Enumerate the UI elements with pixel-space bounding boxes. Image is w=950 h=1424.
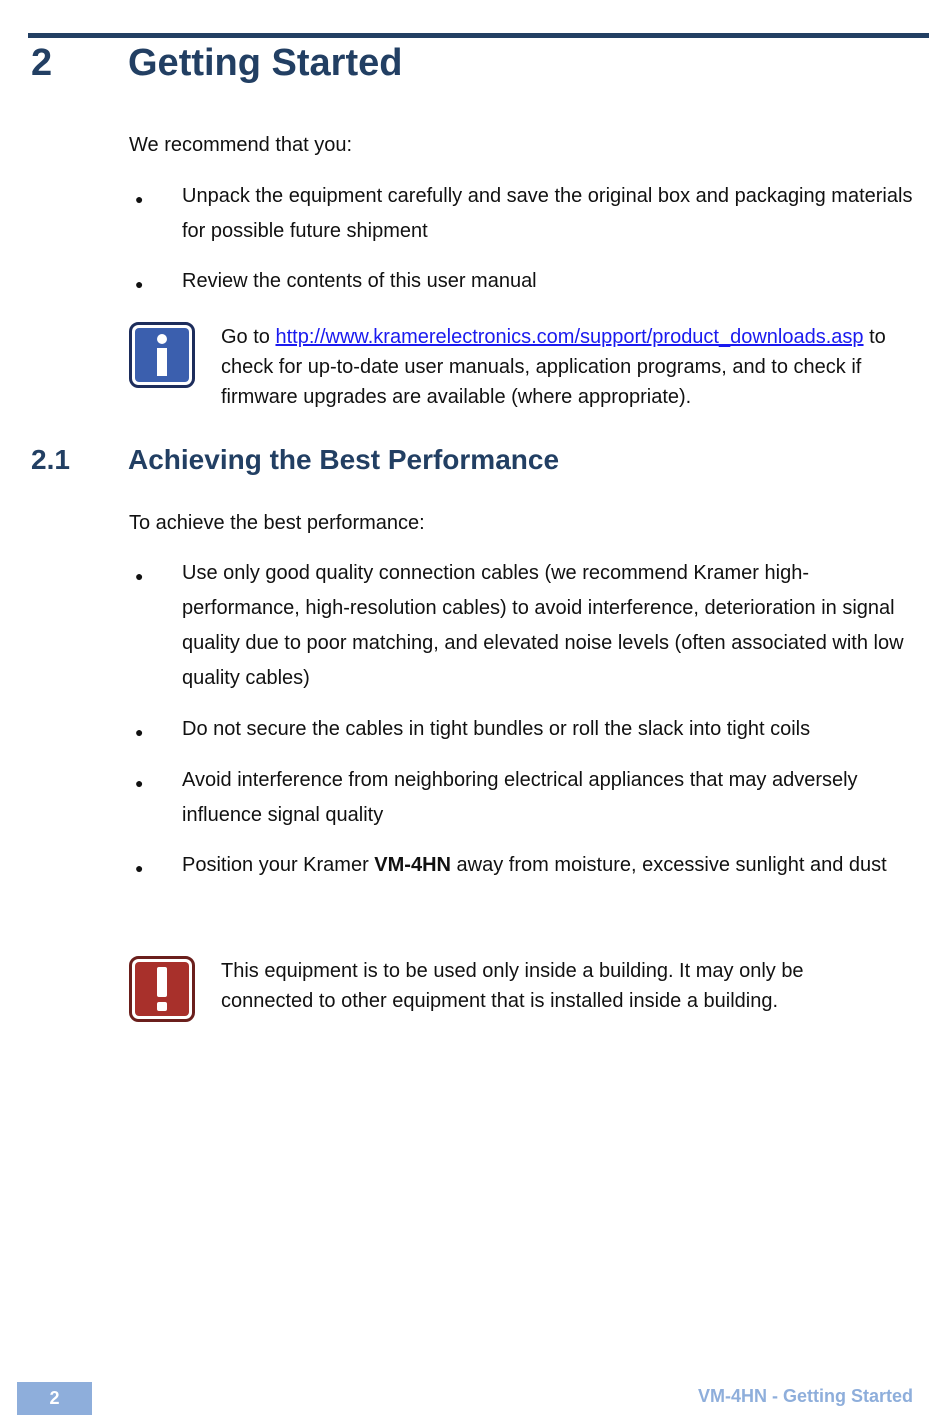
bullet-icon: ● [135, 276, 144, 292]
top-rule [28, 33, 929, 38]
bullet-icon: ● [135, 568, 144, 584]
info-note-prefix: Go to [221, 326, 276, 348]
intro-text: We recommend that you: [129, 134, 353, 156]
warning-note: This equipment is to be used only inside a building. It may only be connected to other equipment that is installed inside a building. [221, 960, 804, 1012]
section-title: Getting Started [128, 42, 403, 84]
subsection-number: 2.1 [31, 444, 70, 475]
list-item: Do not secure the cables in tight bundles or roll the slack into tight coils [182, 718, 811, 740]
bullet-icon: ● [135, 191, 144, 207]
position-item-after: away from moisture, excessive sunlight and dust [450, 854, 887, 876]
downloads-link[interactable]: http://www.kramerelectronics.com/support/product_downloads.asp [275, 326, 864, 348]
list-item: Avoid interference from neighboring electrical appliances that may adversely influence signal quality [182, 769, 858, 826]
footer-title: VM-4HN - Getting Started [697, 1386, 913, 1406]
list-item: Review the contents of this user manual [182, 270, 537, 292]
section-number: 2 [31, 42, 53, 84]
info-note-suffix: to check for up-to-date user manuals, application programs, and to check if firmware upgrades are available (where appropriate). [221, 326, 886, 408]
position-item-before: Position your Kramer [182, 854, 375, 876]
list-item: Use only good quality connection cables (we recommend Kramer high-performance, high-resolution cables) to avoid interference, deterioration in signal quality due to poor matching, and elevated noise levels (often associated with low quality cables) [182, 562, 904, 689]
list-item [182, 848, 917, 883]
performance-intro: To achieve the best performance: [129, 512, 425, 534]
list-item: Unpack the equipment carefully and save the original box and packaging materials for possible future shipment [182, 185, 913, 242]
page-number: 2 [17, 1382, 92, 1415]
bullet-icon: ● [135, 860, 144, 876]
bullet-icon: ● [135, 724, 144, 740]
info-note [221, 322, 921, 412]
bullet-icon: ● [135, 775, 144, 791]
subsection-title: Achieving the Best Performance [128, 444, 560, 475]
product-model: VM-4HN [374, 854, 451, 876]
warning-icon [129, 956, 195, 1022]
info-icon [129, 322, 195, 388]
